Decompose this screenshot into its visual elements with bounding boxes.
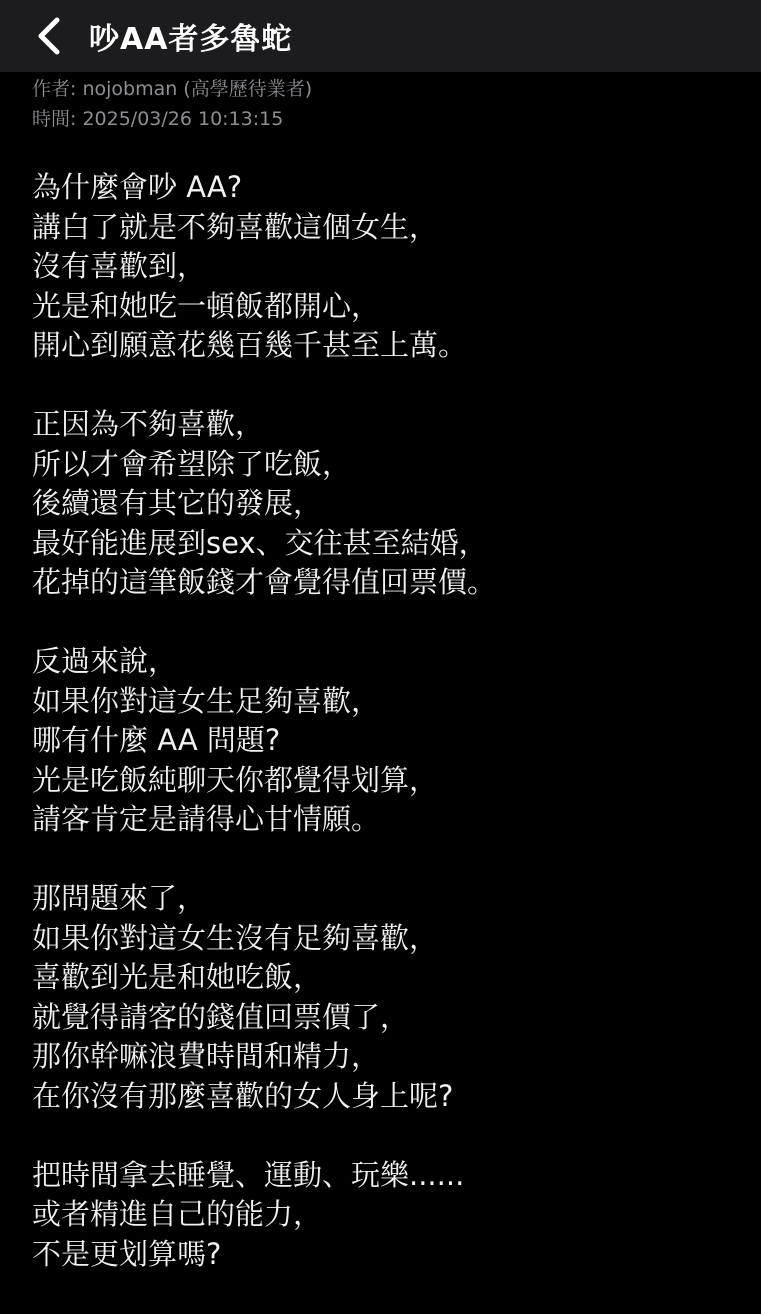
post-line: 正因為不夠喜歡， [32,407,265,441]
chevron-left-icon [35,16,63,56]
post-line: 請客肯定是請得心甘情願。 [32,802,381,836]
post-line: 講白了就是不夠喜歡這個女生， [32,209,439,244]
post-meta [32,74,312,134]
post-line: 花掉的這筆飯錢才會覺得值回票價。 [32,565,497,599]
post-line: 所以才會希望除了吃飯， [32,446,352,481]
post-line: 不是更划算嗎? [32,1236,222,1271]
post-line: 那問題來了， [32,881,207,915]
post-line: 喜歡到光是和她吃飯， [32,960,323,994]
post-line: 或者精進自己的能力， [32,1197,323,1231]
post-paragraph [32,879,742,1116]
post-paragraph [32,642,742,840]
post-paragraph [32,405,742,603]
post-line: 哪有什麼 AA 問題? [32,723,281,757]
post-line: 反過來說， [32,644,178,678]
author-line: 作者: nojobman (高學歷待業者) [32,78,313,100]
post-line: 光是和她吃一頓飯都開心， [32,288,381,323]
post-line: 為什麼會吵 AA? [32,170,243,204]
header-bar [0,0,761,72]
page-title: 吵AA者多魯蛇 [89,22,293,57]
post-line: 沒有喜歡到， [32,249,207,283]
timestamp-line: 時間: 2025/03/26 10:13:15 [32,108,284,130]
post-body [32,168,742,1314]
post-line: 那你幹嘛浪費時間和精力， [32,1039,381,1073]
post-paragraph [32,168,742,366]
post-line: 開心到願意花幾百幾千甚至上萬。 [32,328,468,362]
post-line: 如果你對這女生足夠喜歡， [32,683,381,718]
back-button[interactable] [27,14,71,58]
post-line: 在你沒有那麼喜歡的女人身上呢? [32,1078,454,1113]
post-paragraph [32,1156,742,1275]
post-line: 就覺得請客的錢值回票價了， [32,999,410,1034]
post-line: 把時間拿去睡覺、運動、玩樂...... [32,1157,465,1192]
post-line: 光是吃飯純聊天你都覺得划算， [32,762,439,797]
post-line: 後續還有其它的發展， [32,486,323,520]
post-line: 如果你對這女生沒有足夠喜歡， [32,920,439,955]
post-line: 最好能進展到sex、交往甚至結婚， [32,525,488,560]
